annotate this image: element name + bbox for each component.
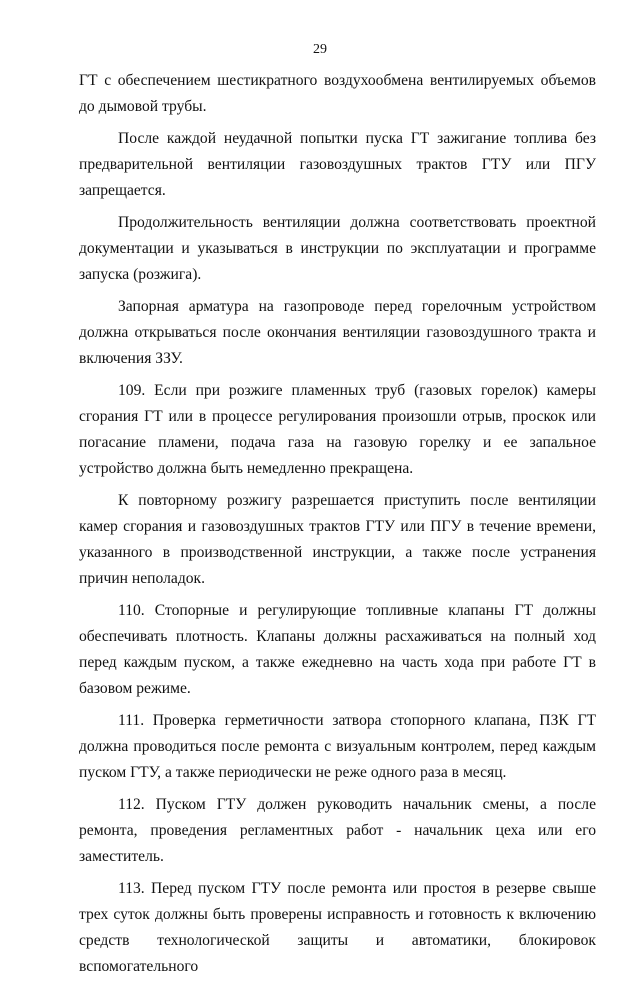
body-text: [79, 68, 596, 986]
paragraph-3: Продолжительность вентиляции должна соответствовать проектной документации и указываться в инструкции по эксплуатации и программе запуска (розжига).: [79, 214, 596, 283]
paragraph-113: 113. Перед пуском ГТУ после ремонта или простоя в резерве свыше трех суток должны быть проверены исправность и готовность к включению средств технологической защиты и автоматики, блокировок вспомогательного: [79, 880, 596, 975]
paragraph-110: 110. Стопорные и регулирующие топливные клапаны ГТ должны обеспечивать плотность. Клапаны должны расхаживаться на полный ход перед каждым пуском, а также ежедневно на часть хода при работе ГТ в базовом режиме.: [79, 602, 596, 697]
paragraph-109-cont: К повторному розжигу разрешается приступить после вентиляции камер сгорания и газовоздушных трактов ГТУ или ПГУ в течение времени, указанного в производственной инструкции, а также после устранения причин неполадок.: [79, 492, 596, 587]
paragraph-4: Запорная арматура на газопроводе перед горелочным устройством должна открываться после окончания вентиляции газовоздушного тракта и включения ЗЗУ.: [79, 298, 596, 367]
paragraph-111: 111. Проверка герметичности затвора стопорного клапана, ПЗК ГТ должна проводиться после ремонта с визуальным контролем, перед каждым пуском ГТУ, а также периодически не реже одного раза в месяц.: [79, 712, 596, 781]
paragraph-112: 112. Пуском ГТУ должен руководить начальник смены, а после ремонта, проведения регламентных работ - начальник цеха или его заместитель.: [79, 796, 596, 865]
paragraph-109: 109. Если при розжиге пламенных труб (газовых горелок) камеры сгорания ГТ или в процессе регулирования произошли отрыв, проскок или погасание пламени, подача газа на газовую горелку и ее запальное устройство должна быть немедленно прекращена.: [79, 382, 596, 477]
page-number: 29: [313, 42, 327, 57]
paragraph-1: ГТ с обеспечением шестикратного воздухообмена вентилируемых объемов до дымовой трубы.: [79, 72, 596, 115]
paragraph-2: После каждой неудачной попытки пуска ГТ зажигание топлива без предварительной вентиляции газовоздушных трактов ГТУ или ПГУ запрещается.: [79, 130, 596, 199]
